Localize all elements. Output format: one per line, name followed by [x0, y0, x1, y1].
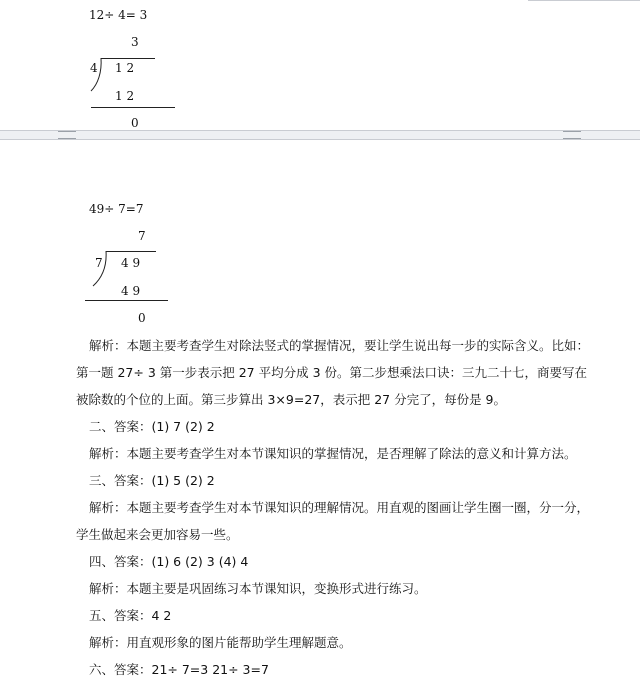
division-bar-1: [101, 58, 155, 59]
remainder-1: 0: [131, 116, 139, 130]
analysis-line: 第一题 27÷ 3 第一步表示把 27 平均分成 3 份。第二步想乘法口诀：三九二十七，商要写在: [76, 365, 588, 380]
analysis-line: 解析：用直观形象的图片能帮助学生理解题意。: [89, 635, 352, 650]
divisor-2: 7: [95, 256, 103, 270]
subtraction-line-1: [91, 107, 175, 108]
margin-marker-left-icon: [58, 131, 76, 139]
remainder-2: 0: [138, 311, 146, 325]
product-1: 1 2: [115, 89, 135, 103]
analysis-line: 解析：本题主要是巩固练习本节课知识，变换形式进行练习。: [89, 581, 427, 596]
dividend-1: 1 2: [115, 61, 135, 75]
quotient-2: 7: [138, 229, 146, 243]
page-corner-line: [528, 0, 640, 1]
product-2: 4 9: [121, 284, 141, 298]
subtraction-line-2: [85, 300, 168, 301]
analysis-line: 学生做起来会更加容易一些。: [76, 527, 239, 542]
analysis-line: 解析：本题主要考查学生对除法竖式的掌握情况，要让学生说出每一步的实际含义。比如：: [89, 338, 590, 353]
answer-line-5: 五、答案：4 2: [89, 608, 172, 623]
answer-line-2: 二、答案：(1) 7 (2) 2: [89, 419, 215, 434]
answer-line-4: 四、答案：(1) 6 (2) 3 (4) 4: [89, 554, 249, 569]
equation-1: 12÷ 4= 3: [89, 8, 148, 22]
analysis-line: 被除数的个位的上面。第三步算出 3×9=27，表示把 27 分完了，每份是 9。: [76, 392, 507, 407]
analysis-line: 解析：本题主要考查学生对本节课知识的掌握情况，是否理解了除法的意义和计算方法。: [89, 446, 577, 461]
page-separator: [0, 130, 640, 140]
equation-2: 49÷ 7=7: [89, 202, 144, 216]
answer-line-3: 三、答案：(1) 5 (2) 2: [89, 473, 215, 488]
margin-marker-right-icon: [563, 131, 581, 139]
analysis-line: 解析：本题主要考查学生对本节课知识的理解情况。用直观的图画让学生圈一圈，分一分，: [89, 500, 590, 515]
divisor-1: 4: [90, 61, 98, 75]
answer-line-6: 六、答案：21÷ 7=3 21÷ 3=7: [89, 662, 269, 677]
quotient-1: 3: [131, 35, 139, 49]
answer-section: [76, 332, 590, 683]
division-bar-2: [106, 251, 156, 252]
dividend-2: 4 9: [121, 256, 141, 270]
